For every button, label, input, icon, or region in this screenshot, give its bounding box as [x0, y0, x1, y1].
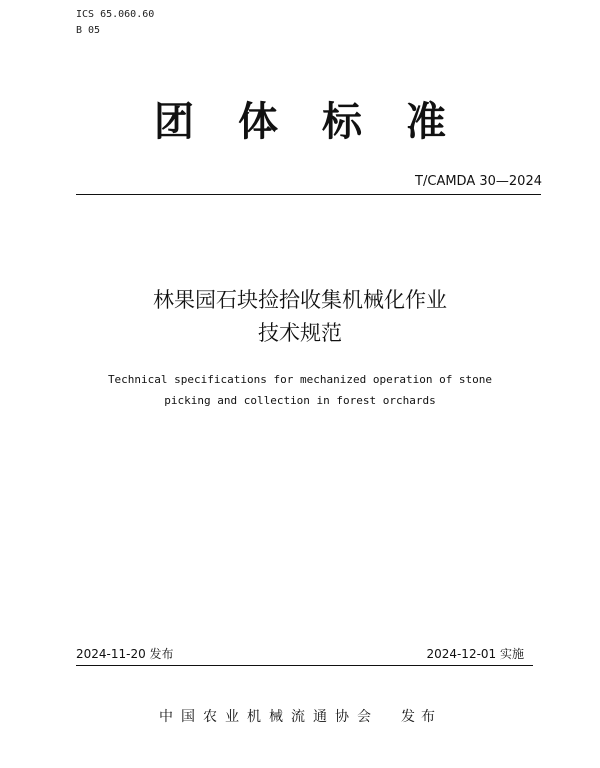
- publisher-line: [0, 706, 600, 726]
- implementation-date: 2024-12-01 实施: [426, 647, 524, 661]
- standard-type-char: 标: [322, 99, 362, 145]
- chinese-title-line-2: 技术规范: [258, 321, 342, 345]
- standard-number: T/CAMDA 30—2024: [415, 174, 542, 189]
- ccs-code: B 05: [76, 25, 101, 36]
- standard-type-char: 准: [406, 99, 446, 145]
- standard-type-heading: [0, 90, 600, 147]
- bottom-divider: [76, 665, 533, 666]
- english-title-line-2: picking and collection in forest orchards: [164, 394, 436, 407]
- standard-type-char: 团: [154, 99, 194, 145]
- publisher-organization: 中国农业机械流通协会: [159, 709, 379, 725]
- english-title: [0, 369, 600, 411]
- top-divider: [76, 194, 541, 195]
- standard-type-char: 体: [238, 99, 278, 145]
- chinese-title-line-1: 林果园石块捡拾收集机械化作业: [153, 288, 447, 312]
- publish-action: 发布: [401, 709, 441, 725]
- issue-date: 2024-11-20 发布: [76, 647, 174, 661]
- chinese-title: [0, 284, 600, 350]
- ics-code: ICS 65.060.60: [76, 9, 155, 20]
- english-title-line-1: Technical specifications for mechanized operation of stone: [107, 373, 493, 386]
